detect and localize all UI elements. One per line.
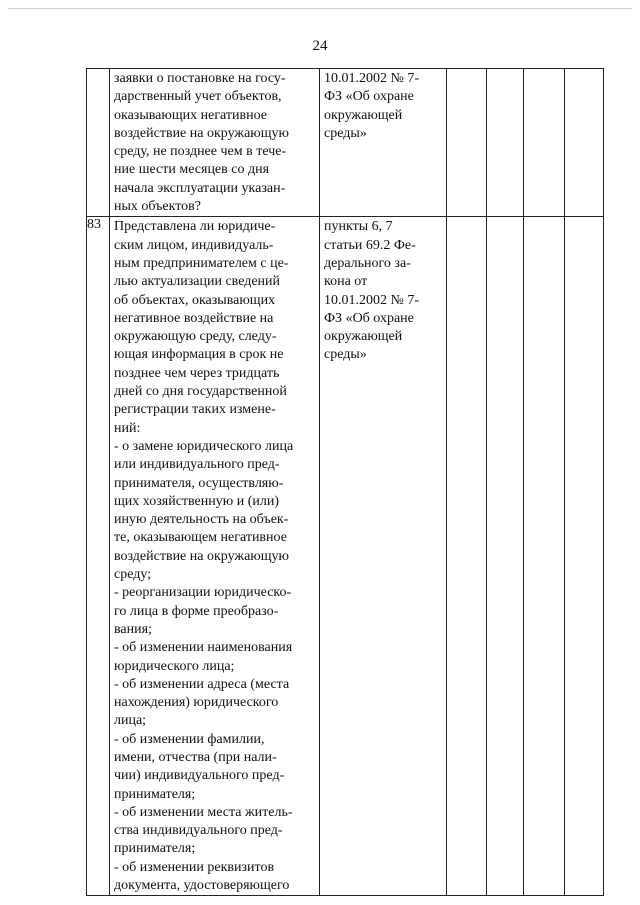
note-cell xyxy=(565,217,604,896)
reference-cell xyxy=(320,69,447,217)
text-line: ФЗ «Об охране xyxy=(324,310,414,326)
text-line: Представлена ли юридиче- xyxy=(114,219,276,235)
text-line: те, оказывающем негативное xyxy=(114,530,287,546)
text-line: воздействие на окружающую xyxy=(114,125,289,141)
text-line: или индивидуального пред- xyxy=(114,457,280,473)
text-line: позднее чем через тридцать xyxy=(114,365,280,381)
text-line: го лица в форме преобразо- xyxy=(114,603,279,619)
text-line: принимателя, осуществляю- xyxy=(114,475,284,491)
text-line: лью актуализации сведений xyxy=(114,274,281,290)
text-line: ющая информация в срок не xyxy=(114,347,284,363)
table-row xyxy=(87,69,604,217)
text-line: - о замене юридического лица xyxy=(114,438,294,454)
text-line: среды» xyxy=(324,125,367,141)
text-line: ние шести месяцев со дня xyxy=(114,162,270,178)
text-line: иную деятельность на объек- xyxy=(114,512,289,528)
text-line: чии) индивидуального пред- xyxy=(114,768,285,784)
text-line: ФЗ «Об охране xyxy=(324,89,414,105)
text-line: щих хозяйственную и (или) xyxy=(114,493,280,509)
text-line: об объектах, оказывающих xyxy=(114,292,276,308)
text-line: дней со дня государственной xyxy=(114,384,287,400)
text-line: 10.01.2002 № 7- xyxy=(324,71,420,86)
table-row xyxy=(87,217,604,896)
text-line: документа, удостоверяющего xyxy=(114,878,290,894)
text-line: имени, отчества (при нали- xyxy=(114,749,277,765)
note-cell xyxy=(565,69,604,217)
text-line: окружающую среду, следу- xyxy=(114,329,277,345)
text-line: юридического лица; xyxy=(114,658,235,674)
answer-na-cell xyxy=(524,217,565,896)
text-line: лица; xyxy=(114,713,147,729)
text-line: пункты 6, 7 xyxy=(324,219,393,235)
text-line: среды» xyxy=(324,347,367,363)
scan-edge-line xyxy=(8,8,632,9)
text-line: - об изменении наименования xyxy=(114,640,293,656)
text-line: - реорганизации юридическо- xyxy=(114,585,292,601)
page-number: 24 xyxy=(312,38,328,54)
text-line: дерального за- xyxy=(324,255,411,271)
text-line: заявки о постановке на госу- xyxy=(114,71,286,86)
text-line: - об изменении фамилии, xyxy=(114,731,265,747)
reference-cell xyxy=(320,217,447,896)
row-number-cell: 83 xyxy=(87,217,110,896)
checklist-table xyxy=(86,68,604,896)
text-line: воздействие на окружающую xyxy=(114,548,289,564)
text-line: оказывающих негативное xyxy=(114,107,268,123)
text-line: вания; xyxy=(114,621,152,637)
answer-no-cell xyxy=(487,69,524,217)
text-line: среду; xyxy=(114,567,152,583)
answer-yes-cell xyxy=(447,217,487,896)
text-line: окружающей xyxy=(324,329,403,345)
text-line: статьи 69.2 Фе- xyxy=(324,237,416,253)
question-cell xyxy=(110,69,320,217)
answer-na-cell xyxy=(524,69,565,217)
answer-no-cell xyxy=(487,217,524,896)
text-line: принимателя; xyxy=(114,841,196,857)
text-line: ний: xyxy=(114,420,141,436)
text-line: окружающей xyxy=(324,107,403,123)
text-line: - об изменении адреса (места xyxy=(114,676,290,692)
text-line: дарственный учет объектов, xyxy=(114,89,282,105)
text-line: регистрации таких измене- xyxy=(114,402,276,418)
text-line: ским лицом, индивидуаль- xyxy=(114,237,274,253)
text-line: негативное воздействие на xyxy=(114,310,274,326)
text-line: среду, не позднее чем в тече- xyxy=(114,144,287,160)
text-line: кона от xyxy=(324,274,368,290)
text-line: ных объектов? xyxy=(114,199,202,215)
text-line: 10.01.2002 № 7- xyxy=(324,292,420,308)
question-cell xyxy=(110,217,320,896)
text-line: нахождения) юридического xyxy=(114,695,279,711)
text-line: ным предпринимателем с це- xyxy=(114,255,289,271)
text-line: - об изменении места житель- xyxy=(114,804,293,820)
row-number-cell xyxy=(87,69,110,217)
text-line: - об изменении реквизитов xyxy=(114,859,275,875)
text-line: начала эксплуатации указан- xyxy=(114,180,286,196)
text-line: ства индивидуального пред- xyxy=(114,823,283,839)
text-line: принимателя; xyxy=(114,786,196,802)
answer-yes-cell xyxy=(447,69,487,217)
